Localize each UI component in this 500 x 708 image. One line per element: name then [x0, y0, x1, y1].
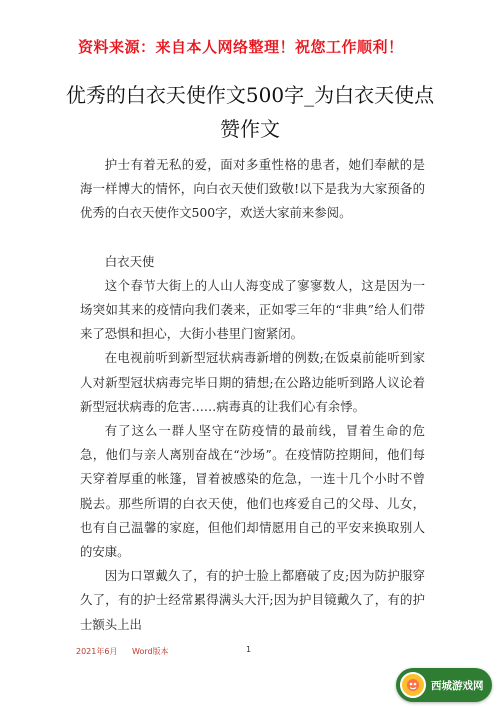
article-paragraph: 在电视前听到新型冠状病毒新增的例数;在饭桌前能听到家人对新型冠状病毒完毕日期的猜想;在公路边能听到路人议论着新型冠状病毒的危害……病毒真的让我们心有余悸。 [80, 350, 425, 414]
watermark-text: 西城游戏网 [431, 679, 484, 692]
article-paragraph: 因为口罩戴久了，有的护士脸上都磨破了皮;因为防护服穿久了，有的护士经常累得满头大汗;因为护目镜戴久了，有的护士额头上出 [80, 568, 425, 632]
footer-date: 2021年6月 [76, 647, 118, 656]
article-paragraph: 有了这么一群人坚守在防疫情的最前线，冒着生命的危急，他们与亲人离别奋战在“沙场”。在疫情防控期间，他们每天穿着厚重的帐篷，冒着被感染的危急，一连十几个小时不曾脱去。那些所谓的白衣天使，他们也疼爱自己的父母、儿女，也有自己温馨的家庭，但他们却情愿用自己的平安来换取别人的安康。 [80, 423, 425, 560]
page-title: 优秀的白衣天使作文500字_为白衣天使点赞作文 [65, 83, 435, 141]
article-body [80, 153, 425, 637]
article-paragraph: 护士有着无私的爱，面对多重性格的患者，她们奉献的是海一样博大的情怀，向白衣天使们致敬!以下是我为大家预备的优秀的白衣天使作文500字，欢送大家前来参阅。 [80, 157, 425, 221]
page-number: 1 [246, 645, 252, 654]
source-banner: 资料来源：来自本人网络整理！祝您工作顺利！ [78, 38, 404, 56]
site-watermark[interactable] [396, 668, 492, 702]
footer-format: Word版本 [132, 647, 169, 656]
site-logo-icon [400, 672, 426, 698]
article-paragraph: 这个春节大街上的人山人海变成了寥寥数人，这是因为一场突如其来的疫情向我们袭来，正如零三年的“非典”给人们带来了恐惧和担心，大街小巷里门窗紧闭。 [80, 277, 425, 342]
footer-meta [76, 646, 181, 657]
section-heading: 白衣天使 [104, 253, 155, 269]
